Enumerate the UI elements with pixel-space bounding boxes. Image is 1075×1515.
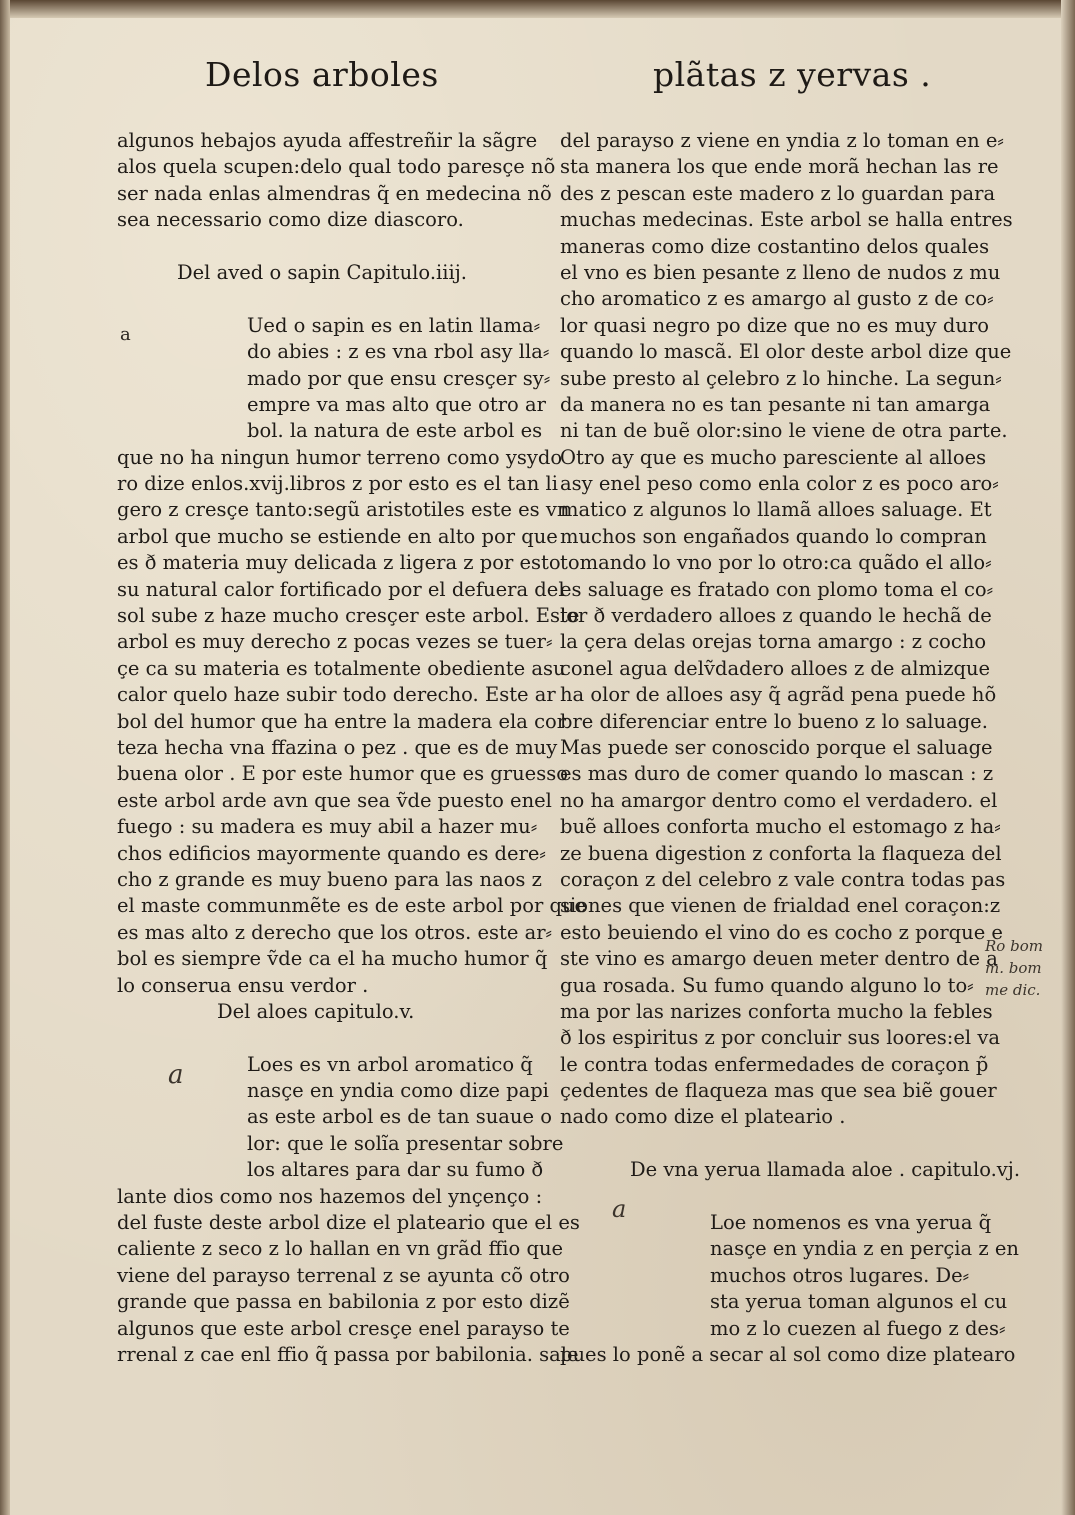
text-line: ser nada enlas almendras q̃ en medecina nõ <box>117 181 552 205</box>
text-line: los altares para dar su fumo ð <box>247 1158 544 1182</box>
text-line: es mas alto z derecho que los otros. este ar⸗ <box>117 920 553 944</box>
text-line: gero z cresçe tanto:segũ aristotiles este es vn <box>117 498 570 522</box>
text-line: maneras como dize costantino delos quales <box>560 234 990 258</box>
text-line: Loes es vn arbol aromatico q̃ <box>247 1052 533 1076</box>
text-line: que no ha ningun humor terreno como ysydo <box>117 445 563 469</box>
marginal-note-line: me dic. <box>985 981 1041 999</box>
text-line: su natural calor fortificado por el defuera del <box>117 577 565 601</box>
text-line: sube presto al çelebro z lo hinche. La segun⸗ <box>560 366 1002 390</box>
text-line: algunos que este arbol cresçe enel parayso te <box>117 1316 570 1340</box>
text-line: ste vino es amargo deuen meter dentro de a <box>560 947 998 971</box>
blank-line <box>117 1025 537 1051</box>
text-line: nasçe en yndia como dize papi <box>247 1079 549 1103</box>
text-line: mo z lo cuezen al fuego z des⸗ <box>710 1316 1006 1340</box>
blank-line <box>117 234 537 260</box>
text-line: es mas duro de comer quando lo mascan : z <box>560 762 994 786</box>
text-line: do abies : z es vna rbol asy lla⸗ <box>247 340 550 364</box>
marginal-note <box>985 935 1043 1001</box>
text-line: no ha amargor dentro como el verdadero. el <box>560 788 998 812</box>
text-line: bol. la natura de este arbol es <box>247 419 543 443</box>
text-line: es ð materia muy delicada z ligera z por esto <box>117 551 561 575</box>
text-line: Otro ay que es mucho paresciente al alloes <box>560 445 987 469</box>
text-line: esto beuiendo el vino do es cocho z porque e <box>560 920 1003 944</box>
text-line: asy enel peso como enla color z es poco aro⸗ <box>560 472 999 496</box>
text-line: muchas medecinas. Este arbol se halla entres <box>560 208 1013 232</box>
text-line: alos quela scupen:delo qual todo paresçe nõ <box>117 155 556 179</box>
text-line: lante dios como nos hazemos del ynçenço : <box>117 1184 543 1208</box>
text-line: sea necessario como dize diascoro. <box>117 208 464 232</box>
text-line: gua rosada. Su fumo quando alguno lo to⸗ <box>560 973 974 997</box>
text-line: as este arbol es de tan suaue o <box>247 1105 552 1129</box>
text-line: pues lo ponẽ a secar al sol como dize platearo <box>560 1342 1016 1366</box>
text-line: arbol que mucho se estiende en alto por que <box>117 524 558 548</box>
text-line: empre va mas alto que otro ar <box>247 392 546 416</box>
text-line: ð los espiritus z por concluir sus loores:el va <box>560 1026 1000 1050</box>
text-line: Del aved o sapin Capitulo.iiij. <box>177 260 467 284</box>
blank-line <box>560 1131 980 1157</box>
text-line: del fuste deste arbol dize el plateario que el es <box>117 1211 580 1235</box>
text-line: el vno es bien pesante z lleno de nudos z mu <box>560 260 1001 284</box>
text-line: lor ð verdadero alloes z quando le hechã de <box>560 604 992 628</box>
page-left-edge <box>0 0 10 1515</box>
text-line: teza hecha vna ffazina o pez . que es de muy <box>117 735 558 759</box>
text-line: lor quasi negro po dize que no es muy duro <box>560 313 989 337</box>
text-line: el maste communmẽte es de este arbol por que <box>117 894 587 918</box>
text-line: siones que vienen de frialdad enel coraçon:z <box>560 894 1001 918</box>
text-line: ha olor de alloes asy q̃ agrãd pena puede hõ <box>560 683 997 707</box>
text-line: muchos otros lugares. De⸗ <box>710 1263 970 1287</box>
text-line: conel agua delṽdadero alloes z de almizque <box>560 656 991 680</box>
text-line: Loe nomenos es vna yerua q̃ <box>710 1211 992 1235</box>
text-line: sta yerua toman algunos el cu <box>710 1290 1008 1314</box>
text-line: este arbol arde avn que sea ṽde puesto enel <box>117 788 552 812</box>
text-line: quando lo mascã. El olor deste arbol dize que <box>560 340 1012 364</box>
text-line: bre diferenciar entre lo bueno z lo saluage. <box>560 709 988 733</box>
text-line: Mas puede ser conoscido porque el saluage <box>560 735 993 759</box>
text-line: bol del humor que ha entre la madera ela cor <box>117 709 567 733</box>
text-line: ze buena digestion z conforta la flaqueza del <box>560 841 1002 865</box>
marginal-note-line: Ro bom <box>985 937 1043 955</box>
blank-line <box>117 286 537 312</box>
running-header-right: plãtas z yervas . <box>653 55 932 94</box>
text-line: es saluage es fratado con plomo toma el co⸗ <box>560 577 994 601</box>
text-line: lor: que le solĩa presentar sobre <box>247 1131 564 1155</box>
guide-letter: a <box>120 324 131 345</box>
marginal-mark-left: a <box>168 1060 184 1090</box>
text-line: des z pescan este madero z lo guardan para <box>560 181 996 205</box>
text-line: rrenal z cae enl ffio q̃ passa por babilonia. sale <box>117 1342 579 1366</box>
text-line: buena olor . E por este humor que es gruesso <box>117 762 568 786</box>
text-line: viene del parayso terrenal z se ayunta cõ otro <box>117 1263 570 1287</box>
text-line: coraçon z del celebro z vale contra todas pas <box>560 867 1006 891</box>
page-top-edge <box>0 0 1075 18</box>
text-line: cho z grande es muy bueno para las naos z <box>117 867 542 891</box>
text-line: lo conserua ensu verdor . <box>117 973 369 997</box>
text-line: matico z algunos lo llamã alloes saluage. Et <box>560 498 992 522</box>
text-line: Del aloes capitulo.v. <box>217 999 415 1023</box>
text-line: calor quelo haze subir todo derecho. Este ar <box>117 683 556 707</box>
text-line: fuego : su madera es muy abil a hazer mu⸗ <box>117 815 538 839</box>
text-line: De vna yerua llamada aloe . capitulo.vj. <box>630 1158 1021 1182</box>
text-line: buẽ alloes conforta mucho el estomago z ha⸗ <box>560 815 1001 839</box>
text-line: bol es siempre ṽde ca el ha mucho humor q̃ <box>117 947 548 971</box>
text-line: algunos hebajos ayuda affestreñir la sãgre <box>117 129 538 152</box>
text-line: Ued o sapin es en latin llama⸗ <box>247 313 541 337</box>
text-line: del parayso z viene en yndia z lo toman en e⸗ <box>560 129 1004 152</box>
marginal-note-line: m. bom <box>985 959 1042 977</box>
text-line: ro dize enlos.xvij.libros z por esto es el tan li <box>117 472 558 496</box>
text-line: çe ca su materia es totalmente obediente asu <box>117 656 566 680</box>
text-line: nasçe en yndia z en perçia z en <box>710 1237 1019 1261</box>
marginal-mark-right: a <box>612 1195 627 1223</box>
text-line: da manera no es tan pesante ni tan amarga <box>560 392 991 416</box>
running-header-left: Delos arboles <box>205 55 439 94</box>
text-line: cho aromatico z es amargo al gusto z de co⸗ <box>560 287 994 311</box>
text-line: grande que passa en babilonia z por esto dizẽ <box>117 1290 570 1314</box>
text-line: mado por que ensu cresçer sy⸗ <box>247 366 551 390</box>
text-line: tomando lo vno por lo otro:ca quãdo el allo⸗ <box>560 551 992 575</box>
text-line: le contra todas enfermedades de coraçon p̃ <box>560 1052 989 1076</box>
page-right-edge <box>1061 0 1075 1515</box>
text-line: çedentes de flaqueza mas que sea biẽ gouer <box>560 1079 997 1103</box>
text-line: ni tan de buẽ olor:sino le viene de otra parte. <box>560 419 1008 443</box>
left-text-column <box>117 128 587 1368</box>
text-line: muchos son engañados quando lo compran <box>560 524 987 548</box>
text-line: arbol es muy derecho z pocas vezes se tuer⸗ <box>117 630 553 654</box>
text-line: caliente z seco z lo hallan en vn grãd ffio que <box>117 1237 564 1261</box>
text-line: sol sube z haze mucho cresçer este arbol. Este <box>117 604 580 628</box>
text-line: chos edificios mayormente quando es dere⸗ <box>117 841 546 865</box>
text-line: la çera delas orejas torna amargo : z cocho <box>560 630 987 654</box>
text-line: ma por las narizes conforta mucho la febles <box>560 999 993 1023</box>
text-line: nado como dize el plateario . <box>560 1105 846 1129</box>
text-line: sta manera los que ende morã hechan las re <box>560 155 999 179</box>
